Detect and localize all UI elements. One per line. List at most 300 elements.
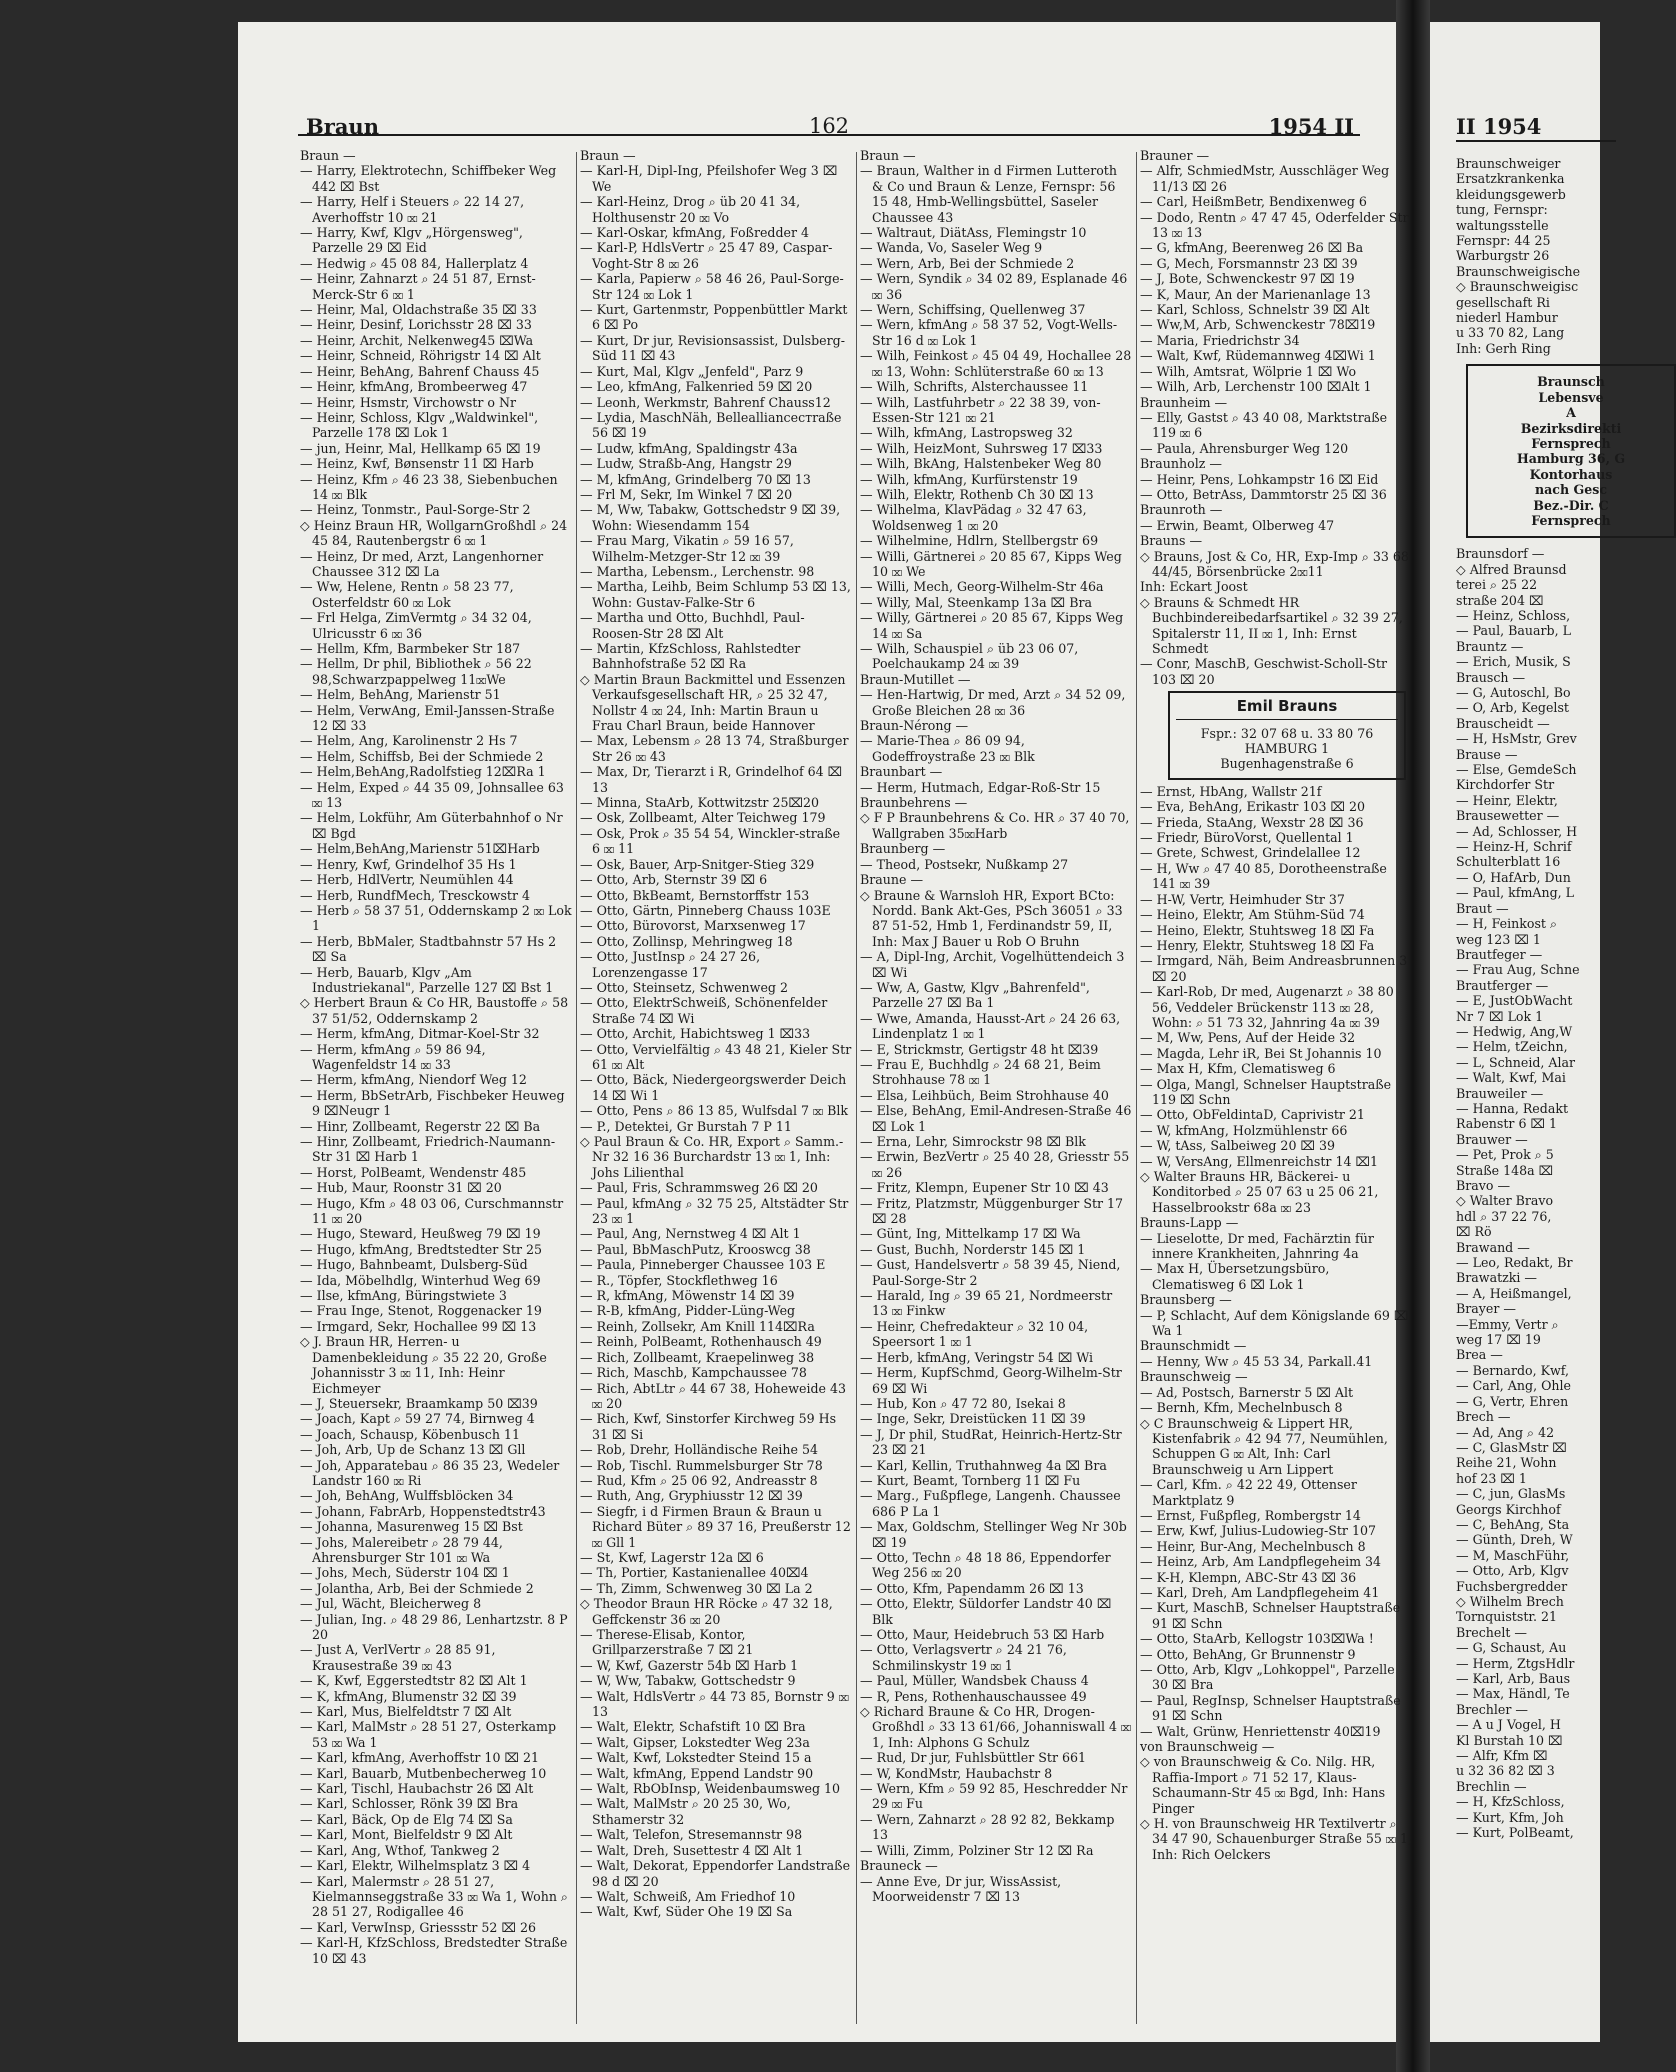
directory-entry: — Hinr, Zollbeamt, Regerstr 22 ⌧ Ba [300,1118,541,1134]
directory-entry: — Walt, Dreh, Susettestr 4 ⌧ Alt 1 [580,1842,804,1858]
directory-entry: — Hugo, Bahnbeamt, Dulsberg-Süd [300,1257,528,1273]
directory-entry: ◇ Paul Braun & Co. HR, Export ⌕ Samm.-Nr 32 16 36 Burchardstr 13 ⌧ 1, Inh: Johs Lilienthal [580,1134,844,1180]
facing-ad-line: Fernsprech [1531,512,1611,528]
directory-entry: — Otto, BehAng, Gr Brunnenstr 9 [1140,1646,1356,1662]
surname-heading: Braunroth — [1140,502,1223,518]
directory-entry: — Walt, Elektr, Schafstift 10 ⌧ Bra [580,1719,806,1735]
surname-heading: Brauner — [1140,148,1210,163]
facing-entry: — G, Vertr, Ehren [1456,1393,1569,1409]
facing-entry: weg 123 ⌧ 1 [1456,931,1541,947]
facing-entry: Georgs Kirchhof [1456,1501,1561,1517]
facing-entry: u 33 70 82, Lang [1456,325,1565,341]
facing-entry: Ersatzkrankenka [1456,171,1565,187]
facing-entry: tung, Fernspr: [1456,202,1548,218]
facing-entry: — Heinr, Elektr, [1456,792,1558,808]
directory-entry: — Theod, Postsekr, Nußkamp 27 [860,856,1069,872]
facing-entry: — Paul, Bauarb, L [1456,623,1571,639]
facing-entry: terei ⌕ 25 22 [1456,577,1538,593]
directory-entry: — Karl, kfmAng, Averhoffstr 10 ⌧ 21 [300,1750,540,1766]
directory-entry: ◇ Martin Braun Backmittel und Essenzen Verkaufsgesellschaft HR, ⌕ 25 32 47, Nollstr 4 ⌧ 24, Inh: Martin Braun u Frau Charl Braun, beide Hannover [580,671,846,734]
facing-entry: u 32 36 82 ⌧ 3 [1456,1763,1555,1779]
header-rule [1456,140,1616,142]
facing-entry: Brea — [1456,1347,1503,1363]
facing-entry: — Erich, Musik, S [1456,654,1571,670]
directory-entry: — Heinr, kfmAng, Brombeerweg 47 [300,379,528,395]
facing-entry: waltungsstelle [1456,217,1549,233]
directory-entry: — Wilh, Lastfuhrbetr ⌕ 22 38 39, von-Essen-Str 121 ⌧ 21 [860,394,1101,425]
directory-entry: — Karl, Kellin, Truthahnweg 4a ⌧ Bra [860,1457,1107,1473]
directory-entry: — Otto, JustInsp ⌕ 24 27 26, Lorenzengasse 17 [580,949,761,980]
facing-entry: — Hedwig, Ang,W [1456,1023,1573,1039]
directory-entry: — Heinr, Hsmstr, Virchowstr o Nr [300,394,516,410]
directory-entry: — Hub, Maur, Roonstr 31 ⌧ 20 [300,1180,502,1196]
directory-entry: — Otto, Elektr, Süldorfer Landstr 40 ⌧ Blk [860,1596,1112,1627]
directory-entry: — Herm, kfmAng ⌕ 59 86 94, Wagenfeldstr 14 ⌧ 33 [300,1041,486,1072]
directory-entry: — Herb, BbMaler, Stadtbahnstr 57 Hs 2 ⌧ Sa [300,933,557,965]
facing-advertisement [1466,364,1676,538]
directory-entry: — St, Kwf, Lagerstr 12a ⌧ 6 [580,1549,764,1565]
directory-entry: — Walt, MalMstr ⌕ 20 25 30, Wo, Sthamerstr 32 [580,1796,791,1827]
facing-entry: Inh: Gerh Ring [1456,340,1551,356]
directory-entry: — J, Bote, Schwenckestr 97 ⌧ 19 [1140,271,1355,287]
directory-entry: — Alfr, SchmiedMstr, Ausschläger Weg 11/13 ⌧ 26 [1140,163,1390,194]
directory-entry: — Reinh, Zollsekr, Am Knill 114⌧Ra [580,1318,815,1334]
directory-entry: — Karl-Rob, Dr med, Augenarzt ⌕ 38 80 56, Veddeler Brückenstr 113 ⌧ 28, Wohn: ⌕ 51 73 32, Jahnring 4a ⌧ 39 [1140,984,1394,1030]
facing-entry: Reihe 21, Wohn [1456,1455,1557,1471]
surname-heading: Braunschweig — [1140,1369,1248,1385]
facing-entry: Nr 7 ⌧ Lok 1 [1456,1008,1544,1024]
directory-entry: — Karl, Mont, Bielfeldstr 9 ⌧ Alt [300,1827,513,1843]
directory-entry: — Elsa, Leihbüch, Beim Strohhause 40 [860,1087,1109,1103]
surname-heading: Braun — [300,148,356,163]
directory-entry: — Helm, BehAng, Marienstr 51 [300,687,501,703]
facing-entry: — Leo, Redakt, Br [1456,1255,1573,1271]
directory-entry: — Jul, Wächt, Bleicherweg 8 [300,1596,482,1612]
directory-entry: — K, Maur, An der Marienanlage 13 [1140,286,1371,302]
facing-entry: Warburgstr 26 [1456,248,1550,264]
directory-entry: — Heinz, Tonmstr., Paul-Sorge-Str 2 [300,502,531,518]
directory-entry: — Rud, Kfm ⌕ 25 06 92, Andreasstr 8 [580,1472,818,1488]
facing-entry: — H, Feinkost ⌕ [1456,916,1558,932]
directory-entry: ◇ H. von Braunschweig HR Textilvertr ⌕ 34 47 90, Schauenburger Straße 55 ⌧ 1, Inh: Rich Oelckers [1140,1816,1413,1862]
facing-entry: — M, MaschFühr, [1456,1547,1570,1563]
directory-entry: — G, kfmAng, Beerenweg 26 ⌧ Ba [1140,240,1364,256]
facing-running-head: II 1954 [1456,114,1542,139]
directory-entry: — Wilh, Arb, Lerchenstr 100 ⌧Alt 1 [1140,379,1372,395]
directory-entry: — Kurt, MaschB, Schnelser Hauptstraße 91 ⌧ Schn [1140,1600,1401,1631]
directory-entry: — Karl, Mus, Bielfeldtstr 7 ⌧ Alt [300,1704,512,1720]
directory-entry: — Otto, Gärtn, Pinneberg Chauss 103E [580,902,831,918]
directory-entry: — Heinr, Pens, Lohkampstr 16 ⌧ Eid [1140,471,1379,487]
directory-entry: — Ludw, kfmAng, Spaldingstr 43a [580,440,798,456]
surname-heading: Braunheim — [1140,394,1228,410]
directory-entry: — Otto, Kfm, Papendamm 26 ⌧ 13 [860,1580,1084,1596]
facing-entry: Brauweiler — [1456,1085,1544,1101]
directory-entry: — Gust, Handelsvertr ⌕ 58 39 45, Niend, Paul-Sorge-Str 2 [860,1257,1121,1288]
directory-entry: — Frau E, Buchhdlg ⌕ 24 68 21, Beim Strohhause 78 ⌧ 1 [860,1056,1101,1088]
directory-entry: — Carl, Kfm. ⌕ 42 22 49, Ottenser Marktplatz 9 [1140,1477,1357,1508]
directory-entry: — Martha und Otto, Buchhdl, Paul-Roosen-Str 28 ⌧ Alt [580,610,805,641]
directory-entry: — Otto, BetrAss, Dammtorstr 25 ⌧ 36 [1140,486,1387,502]
directory-entry: — Henny, Ww ⌕ 45 53 34, Parkall.41 [1140,1353,1373,1369]
directory-entry: — Karl, Schloss, Schnelstr 39 ⌧ Alt [1140,302,1370,318]
directory-entry: — Wilh, Elektr, Rothenb Ch 30 ⌧ 13 [860,486,1094,502]
directory-entry: — Leo, kfmAng, Falkenried 59 ⌧ 20 [580,379,813,395]
facing-ad-line: Lebensve [1538,389,1604,405]
directory-entry: — Paul, Fris, Schrammsweg 26 ⌧ 20 [580,1180,818,1196]
directory-entry: — Walt, Kwf, Rüdemannweg 4⌧Wi 1 [1140,348,1376,364]
facing-ad-line: A [1566,405,1576,421]
facing-entry: — Paul, kfmAng, L [1456,885,1575,901]
surname-heading: Braunsberg — [1140,1292,1232,1308]
directory-entry: — Wilh, Amtsrat, Wölprie 1 ⌧ Wo [1140,363,1357,379]
directory-entry: ◇ Brauns & Schmedt HR Buchbindereibedarfsartikel ⌕ 32 39 27, Spitalerstr 11, II ⌧ 1, Inh: Ernst Schmedt [1140,594,1403,656]
directory-entry: — Johanna, Masurenweg 15 ⌧ Bst [300,1519,523,1535]
directory-entry: ◇ C Braunschweig & Lippert HR, Kistenfabrik ⌕ 42 94 77, Neumühlen, Schuppen G ⌧ Alt, Inh: Carl Braunschweig u Arn Lippert [1140,1415,1388,1477]
directory-entry: — Heinz, Dr med, Arzt, Langenhorner Chaussee 312 ⌧ La [300,548,544,579]
directory-entry: — Bernh, Kfm, Mechelnbusch 8 [1140,1400,1343,1416]
ad-name: Emil Brauns [1176,699,1398,719]
directory-entry: — Max, Goldschm, Stellinger Weg Nr 30b ⌧ 19 [860,1519,1127,1550]
directory-entry: — Waltraut, DiätAss, Flemingstr 10 [860,225,1087,241]
directory-entry: — K-H, Klempn, ABC-Str 43 ⌧ 36 [1140,1569,1357,1585]
directory-entry: — Heinr, Mal, Oldachstraße 35 ⌧ 33 [300,302,537,318]
directory-entry: — R., Töpfer, Stockflethweg 16 [580,1272,778,1288]
directory-entry: — Heinr, Schneid, Röhrigstr 14 ⌧ Alt [300,348,541,364]
directory-entry: — Rud, Dr jur, Fuhlsbüttler Str 661 [860,1750,1087,1766]
directory-entry: — Rob, Tischl. Rummelsburger Str 78 [580,1457,823,1473]
directory-entry: — Helm, Ang, Karolinenstr 2 Hs 7 [300,733,518,749]
directory-entry: — M, kfmAng, Grindelberg 70 ⌧ 13 [580,471,811,487]
directory-entry: — Rich, Kwf, Sinstorfer Kirchweg 59 Hs 31 ⌧ Si [580,1411,837,1442]
directory-entry: — Wanda, Vo, Saseler Weg 9 [860,240,1043,256]
directory-entry: — K, Kwf, Eggerstedtstr 82 ⌧ Alt 1 [300,1673,528,1689]
directory-entry: — Otto, Zollinsp, Mehringweg 18 [580,933,793,949]
directory-entry: — Osk, Prok ⌕ 35 54 54, Winckler-straße 6 ⌧ 11 [580,825,841,857]
facing-entry: — Otto, Arb, Klgv [1456,1563,1569,1579]
directory-entry: — Harry, Elektrotechn, Schiffbeker Weg 442 ⌧ Bst [300,163,557,194]
facing-entry: — Max, Händl, Te [1456,1686,1570,1702]
directory-entry: — Otto, StaArb, Kellogstr 103⌧Wa ! [1140,1631,1374,1647]
directory-entry: — Hub, Kon ⌕ 47 72 80, Isekai 8 [860,1395,1066,1411]
surname-heading: Braun — [580,148,636,163]
directory-entry: — Karl-Oskar, kfmAng, Foßredder 4 [580,225,810,241]
directory-entry: — Herb ⌕ 58 37 51, Oddernskamp 2 ⌧ Lok 1 [300,902,572,934]
directory-entry: — Otto, Arb, Sternstr 39 ⌧ 6 [580,872,768,888]
directory-entry: — M, Ww, Pens, Auf der Heide 32 [1140,1030,1356,1046]
facing-entry: — C, BehAng, Sta [1456,1516,1570,1532]
directory-entry: — Max, Dr, Tierarzt i R, Grindelhof 64 ⌧ 13 [580,764,843,795]
directory-entry: — Rich, AbtLtr ⌕ 44 67 38, Hoheweide 43 ⌧ 20 [580,1380,847,1411]
directory-entry: — Wern, kfmAng ⌕ 58 37 52, Vogt-Wells-Str 16 d ⌧ Lok 1 [860,317,1118,348]
facing-entry: Straße 148a ⌧ [1456,1162,1554,1178]
facing-entry: — Ad, Schlosser, H [1456,823,1578,839]
directory-entry: ◇ J. Braun HR, Herren- u Damenbekleidung ⌕ 35 22 20, Große Johannisstr 3 ⌧ 11, Inh: Heinr Eichmeyer [300,1334,547,1396]
surname-heading: Braunbehrens — [860,795,968,811]
directory-entry: — Walt, Grünw, Henriettenstr 40⌧19 [1140,1723,1381,1739]
directory-entry: — Paul, BbMaschPutz, Krooswcg 38 [580,1241,811,1257]
directory-entry: — Helm,BehAng,Radolfstieg 12⌧Ra 1 [300,764,546,780]
directory-entry: — Just A, VerlVertr ⌕ 28 85 91, Krausestraße 39 ⌧ 43 [300,1642,496,1673]
facing-ad-line: nach Gesc [1534,482,1608,498]
facing-page [1430,22,1626,2042]
facing-entry: Rabenstr 6 ⌧ 1 [1456,1116,1557,1132]
directory-entry: — Karl-H, Dipl-Ing, Pfeilshofer Weg 3 ⌧ We [580,163,838,194]
directory-entry: — Karl, VerwInsp, Griessstr 52 ⌧ 26 [300,1919,536,1935]
directory-entry: ◇ Braune & Warnsloh HR, Export BCto: Nordd. Bank Akt-Ges, PSch 36051 ⌕ 33 87 51-52, Hmb 1, Ferdinandstr 59, II, Inh: Max J Bauer u Rob O Bruhn [860,887,1123,949]
facing-entry: Brech — [1456,1409,1511,1425]
facing-entry: — Helm, tZeichn, [1456,1039,1568,1055]
facing-ad-line: Fernsprech [1531,435,1611,451]
directory-entry: — Walt, Kwf, Lokstedter Steind 15 a [580,1750,812,1766]
directory-entry: — Lieselotte, Dr med, Fachärztin für innere Krankheiten, Jahnring 4a [1140,1230,1374,1262]
facing-entry: — A u J Vogel, H [1456,1717,1561,1733]
directory-entry: — Herm, kfmAng, Ditmar-Koel-Str 32 [300,1026,540,1042]
directory-entry: — Johs, Malereibetr ⌕ 28 79 44, Ahrensburger Str 101 ⌧ Wa [300,1534,503,1565]
directory-entry: — Kurt, Gartenmstr, Poppenbüttler Markt 6 ⌧ Po [580,302,848,333]
directory-entry: — Hen-Hartwig, Dr med, Arzt ⌕ 34 52 09, Große Bleichen 28 ⌧ 36 [860,687,1126,718]
facing-entry: — Kurt, PolBeamt, [1456,1825,1574,1841]
directory-entry: — J, Dr phil, StudRat, Heinrich-Hertz-Str 23 ⌧ 21 [860,1426,1122,1458]
directory-entry: — Wilh, Schauspiel ⌕ üb 23 06 07, Poelchaukamp 24 ⌧ 39 [860,641,1079,672]
directory-entry: — Heinr, Desinf, Lorichsstr 28 ⌧ 33 [300,317,532,333]
directory-entry: — Eva, BehAng, Erikastr 103 ⌧ 20 [1140,799,1366,815]
directory-entry: — Ilse, kfmAng, Büringstwiete 3 [300,1288,507,1304]
directory-entry: — Paula, Pinneberger Chaussee 103 E [580,1257,826,1273]
facing-entry: hof 23 ⌧ 1 [1456,1470,1527,1486]
directory-entry: — Th, Portier, Kastanienallee 40⌧4 [580,1565,809,1581]
facing-entry: — Carl, Ang, Ohle [1456,1378,1571,1394]
facing-entry: Brechlin — [1456,1778,1527,1794]
surname-heading: Braunschmidt — [1140,1338,1247,1354]
facing-ad-line: Bez.-Dir. C [1533,497,1609,513]
directory-entry: — Karl, Bauarb, Mutbenbecherweg 10 [300,1765,547,1781]
directory-entry: — Rich, Maschb, Kampchaussee 78 [580,1365,807,1381]
directory-entry: — Ernst, Fußpfleg, Rombergstr 14 [1140,1507,1361,1523]
directory-entry: — Karl-H, KfzSchloss, Bredstedter Straße 10 ⌧ 43 [300,1935,568,1966]
directory-entry: — Fritz, Klempn, Eupener Str 10 ⌧ 43 [860,1180,1109,1196]
directory-entry: — Willy, Gärtnerei ⌕ 20 85 67, Kipps Weg 14 ⌧ Sa [860,610,1124,641]
directory-entry: — Marie-Thea ⌕ 86 09 94, Godeffroystraße 23 ⌧ Blk [860,733,1035,764]
directory-entry: — H, Ww ⌕ 47 40 85, Dorotheenstraße 141 ⌧ 39 [1140,860,1387,892]
column-divider [576,152,577,2024]
directory-entry: — P., Detektei, Gr Burstah 7 P 11 [580,1118,792,1134]
directory-entry: — W, VersAng, Ellmenreichstr 14 ⌧1 [1140,1153,1379,1169]
directory-entry: — Fritz, Platzmstr, Müggenburger Str 17 ⌧ 28 [860,1195,1124,1227]
directory-entry: — Walt, kfmAng, Eppend Landstr 90 [580,1765,814,1781]
directory-entry: — Otto, BkBeamt, Bernstorffstr 153 [580,887,810,903]
directory-entry: — Otto, Bürovorst, Marxsenweg 17 [580,918,806,934]
surname-heading: Braunberg — [860,841,946,857]
directory-entry: — Kurt, Beamt, Tornberg 11 ⌧ Fu [860,1472,1081,1488]
directory-entry: ◇ von Braunschweig & Co. Nilg. HR, Raffia-Import ⌕ 71 52 17, Klaus-Schaumann-Str 45 ⌧ Bgd, Inh: Hans Pinger [1140,1754,1386,1816]
facing-entry: — G, Schaust, Au [1456,1640,1567,1656]
directory-entry: — Magda, Lehr iR, Bei St Johannis 10 [1140,1045,1382,1061]
facing-ad-line: Braunsch [1537,374,1605,390]
facing-entry: gesellschaft Ri [1456,294,1550,310]
directory-entry: — Wwe, Amanda, Hausst-Art ⌕ 24 26 63, Lindenplatz 1 ⌧ 1 [860,1010,1121,1042]
facing-ad-line: Bezirksdirekti [1520,420,1622,436]
directory-entry: — Heinr, Zahnarzt ⌕ 24 51 87, Ernst-Merck-Str 6 ⌧ 1 [300,271,536,302]
directory-entry: — Walt, HdlsVertr ⌕ 44 73 85, Bornstr 9 ⌧ 13 [580,1688,849,1720]
directory-entry: — Gust, Buchh, Norderstr 145 ⌧ 1 [860,1241,1086,1257]
surname-heading: Brauns — [1140,533,1203,549]
directory-entry: — Wilh, kfmAng, Kurfürstenstr 19 [860,471,1078,487]
facing-entry: — Herm, ZtgsHdlr [1456,1655,1575,1671]
directory-entry: — Willi, Mech, Georg-Wilhelm-Str 46a [860,579,1104,595]
directory-entry: — Henry, Elektr, Stuhtsweg 18 ⌧ Fa [1140,937,1375,953]
facing-entry: Brauscheidt — [1456,715,1550,731]
advertisement-box [1168,691,1406,780]
directory-entry: — Wern, Schiffsing, Quellenweg 37 [860,302,1086,318]
facing-entry: — Else, GemdeSch [1456,762,1577,778]
directory-entry: — Maria, Friedrichstr 34 [1140,332,1300,348]
facing-entry: ◇ Wilhelm Brech [1456,1593,1564,1609]
directory-entry: — Otto, Techn ⌕ 48 18 86, Eppendorfer Weg 256 ⌧ 20 [860,1549,1111,1581]
directory-entry: — Karl, Tischl, Haubachstr 26 ⌧ Alt [300,1781,534,1797]
directory-entry: — Max H, Kfm, Clematisweg 6 [1140,1061,1336,1077]
facing-entry: — Günth, Dreh, W [1456,1532,1573,1548]
directory-entry: — Otto, Vervielfältig ⌕ 43 48 21, Kieler Str 61 ⌧ Alt [580,1041,852,1072]
directory-entry: ◇ Heinz Braun HR, WollgarnGroßhdl ⌕ 24 45 84, Rautenbergstr 6 ⌧ 1 [300,517,568,549]
facing-entry: — H, HsMstr, Grev [1456,731,1577,747]
directory-entry: — Friedr, BüroVorst, Quellental 1 [1140,830,1354,846]
facing-entry: — Walt, Kwf, Mai [1456,1070,1566,1086]
directory-entry: — Ida, Möbelhdlg, Winterhud Weg 69 [300,1272,541,1288]
directory-entry: — Olga, Mangl, Schnelser Hauptstraße 119 ⌧ Schn [1140,1076,1392,1107]
facing-entry: — Heinz-H, Schrif [1456,839,1572,855]
page-header [298,88,1360,139]
directory-entry: — Joach, Kapt ⌕ 59 27 74, Birnweg 4 [300,1411,535,1427]
facing-entry: — C, jun, GlasMs [1456,1486,1566,1502]
facing-entry: Tornquiststr. 21 [1456,1609,1558,1625]
surname-heading: Braunholz — [1140,456,1222,472]
directory-entry: — Paula, Ahrensburger Weg 120 [1140,440,1349,456]
facing-entry: niederl Hambur [1456,310,1558,326]
directory-entry: Inh: Eckart Joost [1140,579,1248,595]
directory-entry: — Martha, Lebensm., Lerchenstr. 98 [580,563,815,579]
facing-entry: — Bernardo, Kwf, [1456,1362,1570,1378]
directory-entry: — Willi, Zimm, Polziner Str 12 ⌧ Ra [860,1842,1094,1858]
directory-entry: ◇ Richard Braune & Co HR, Drogen-Großhdl ⌕ 33 13 61/66, Johanniswall 4 ⌧ 1, Inh: Alphons G Schulz [860,1704,1132,1750]
surname-heading: Braunbart — [860,764,943,780]
directory-entry: — Herm, kfmAng, Niendorf Weg 12 [300,1072,527,1088]
facing-entry: — Pet, Prok ⌕ 5 [1456,1147,1554,1163]
facing-entry: — C, GlasMstr ⌧ [1456,1439,1567,1455]
facing-entry: Schulterblatt 16 [1456,854,1561,870]
column-2 [580,148,852,2028]
directory-entry: — Johs, Mech, Süderstr 104 ⌧ 1 [300,1565,510,1581]
facing-entry: Brauntz — [1456,638,1524,654]
facing-entry: ⌧ Rö [1456,1224,1492,1240]
facing-entry: — Karl, Arb, Baus [1456,1671,1571,1686]
directory-entry: — Heinz, Kwf, Bønsenstr 11 ⌧ Harb [300,456,534,472]
facing-entry: Fuchsbergredder [1456,1578,1568,1594]
facing-entry: Brautfeger — [1456,946,1543,962]
directory-entry: — Karla, Papierw ⌕ 58 46 26, Paul-Sorge-Str 124 ⌧ Lok 1 [580,271,844,302]
facing-entry: — A, Heißmangel, [1456,1285,1572,1301]
directory-entry: — Paul, kfmAng ⌕ 32 75 25, Altstädter Str 23 ⌧ 1 [580,1195,849,1227]
directory-entry: — Wilh, Feinkost ⌕ 45 04 49, Hochallee 28 ⌧ 13, Wohn: Schlüterstraße 60 ⌧ 13 [860,348,1132,379]
directory-entry: ◇ Herbert Braun & Co HR, Baustoffe ⌕ 58 37 51/52, Oddernskamp 2 [300,995,569,1026]
directory-entry: — P, Schlacht, Auf dem Königslande 69 ⌧ Wa 1 [1140,1307,1409,1339]
directory-entry: — Karl-Heinz, Drog ⌕ üb 20 41 34, Holthusenstr 20 ⌧ Vo [580,194,801,225]
directory-entry: — Wern, Arb, Bei der Schmiede 2 [860,255,1075,271]
directory-entry: — Hinr, Zollbeamt, Friedrich-Naumann-Str 31 ⌧ Harb 1 [300,1134,556,1165]
directory-entry: — Otto, Archit, Habichtsweg 1 ⌧33 [580,1026,811,1042]
facing-entry: — E, JustObWacht [1456,993,1573,1009]
directory-entry: — Willi, Gärtnerei ⌕ 20 85 67, Kipps Weg 10 ⌧ We [860,548,1122,579]
running-head-left: Braun [306,114,379,139]
directory-entry: — Frl Helga, ZimVermtg ⌕ 34 32 04, Ulricusstr 6 ⌧ 36 [300,610,532,641]
facing-entry: weg 17 ⌧ 19 [1456,1332,1541,1348]
facing-entry: hdl ⌕ 37 22 76, [1456,1208,1552,1224]
surname-heading: Brauneck — [860,1858,938,1874]
directory-entry: — Ludw, Straßb-Ang, Hangstr 29 [580,456,792,472]
directory-entry: — Walt, Telefon, Stresemannstr 98 [580,1827,803,1843]
directory-entry: — Walt, Gipser, Lokstedter Weg 23a [580,1734,810,1750]
directory-entry: — Frieda, StaAng, Wexstr 28 ⌧ 36 [1140,814,1364,830]
column-divider [1136,152,1137,2024]
directory-entry: — Paul, RegInsp, Schnelser Hauptstraße 91 ⌧ Schn [1140,1692,1401,1724]
directory-entry: — Frau Marg, Vikatin ⌕ 59 16 57, Wilhelm-Metzger-Str 12 ⌧ 39 [580,533,794,564]
facing-entry: Kl Burstah 10 ⌧ [1456,1732,1563,1748]
directory-entry: — Otto, Maur, Heidebruch 53 ⌧ Harb [860,1627,1105,1642]
page-number: 162 [808,114,850,138]
directory-entry: — Walt, RbObInsp, Weidenbaumsweg 10 [580,1781,841,1797]
directory-entry: — Karl-P, HdlsVertr ⌕ 25 47 89, Caspar-Voght-Str 8 ⌧ 26 [580,240,833,271]
directory-entry: — Ruth, Ang, Gryphiusstr 12 ⌧ 39 [580,1488,803,1504]
directory-entry: — M, Ww, Tabakw, Gottschedstr 9 ⌧ 39, Wohn: Wiesendamm 154 [580,502,841,533]
directory-entry: — W, Ww, Tabakw, Gottschedstr 9 [580,1673,796,1689]
directory-entry: — W, Kwf, Gazerstr 54b ⌧ Harb 1 [580,1657,799,1673]
directory-entry: — Wilh, BkAng, Halstenbeker Weg 80 [860,456,1102,472]
directory-entry: — Rich, Zollbeamt, Kraepelinweg 38 [580,1349,815,1365]
facing-ad-line: Hamburg 36, G [1516,451,1626,467]
directory-entry: — K, kfmAng, Blumenstr 32 ⌧ 39 [300,1688,517,1704]
facing-ad-line: Kontorhaus [1529,466,1613,482]
directory-entry: — Frl M, Sekr, Im Winkel 7 ⌧ 20 [580,486,793,502]
directory-entry: — Günt, Ing, Mittelkamp 17 ⌧ Wa [860,1226,1081,1242]
column-3 [860,148,1132,2028]
directory-entry: — Marg., Fußpflege, Langenh. Chaussee 686 P La 1 [860,1488,1121,1519]
directory-entry: — Harald, Ing ⌕ 39 65 21, Nordmeerstr 13 ⌧ Finkw [860,1288,1113,1319]
directory-entry: — Ww, Helene, Rentn ⌕ 58 23 77, Osterfeldstr 60 ⌧ Lok [300,579,514,610]
directory-entry: — Wern, Syndik ⌕ 34 02 89, Esplanade 46 ⌧ 36 [860,271,1128,302]
directory-entry: — Erwin, BezVertr ⌕ 25 40 28, Griesstr 55 ⌧ 26 [860,1149,1130,1180]
directory-entry: — Helm, VerwAng, Emil-Janssen-Straße 12 ⌧ 33 [300,702,555,734]
directory-entry: — Otto, ElektrSchweiß, Schönenfelder Straße 74 ⌧ Wi [580,995,828,1026]
facing-entry: Brausewetter — [1456,808,1560,824]
directory-entry: — Inge, Sekr, Dreistücken 11 ⌧ 39 [860,1411,1086,1427]
directory-entry: — Joach, Schausp, Köbenbusch 11 [300,1426,520,1442]
facing-entry: Brechler — [1456,1701,1528,1717]
facing-entry: — Ad, Ang ⌕ 42 [1456,1424,1555,1440]
directory-entry: — Heino, Elektr, Am Stühm-Süd 74 [1140,907,1365,923]
facing-entry: — Frau Aug, Schne [1456,962,1580,978]
facing-entry: Bravo — [1456,1178,1511,1193]
directory-entry: — Harry, Helf i Steuers ⌕ 22 14 27, Averhoffstr 10 ⌧ 21 [300,194,525,225]
facing-entry: Brautferger — [1456,977,1549,993]
directory-entry: — E, Strickmstr, Gertigstr 48 ht ⌧39 [860,1041,1099,1057]
directory-entry: — Hellm, Kfm, Barmbeker Str 187 [300,641,521,656]
surname-heading: Braun — [860,148,916,163]
directory-entry: — Ww, A, Gastw, Klgv „Bahrenfeld", Parzelle 27 ⌧ Ba 1 [860,979,1090,1011]
facing-entry: Brayer — [1456,1301,1516,1317]
directory-entry: — Leonh, Werkmstr, Bahrenf Chauss12 [580,394,831,410]
directory-entry: — Otto, Bäck, Niedergeorgswerder Deich 14 ⌧ Wi 1 [580,1072,847,1103]
directory-entry: — Karl, MalMstr ⌕ 28 51 27, Osterkamp 53 ⌧ Wa 1 [300,1719,557,1750]
